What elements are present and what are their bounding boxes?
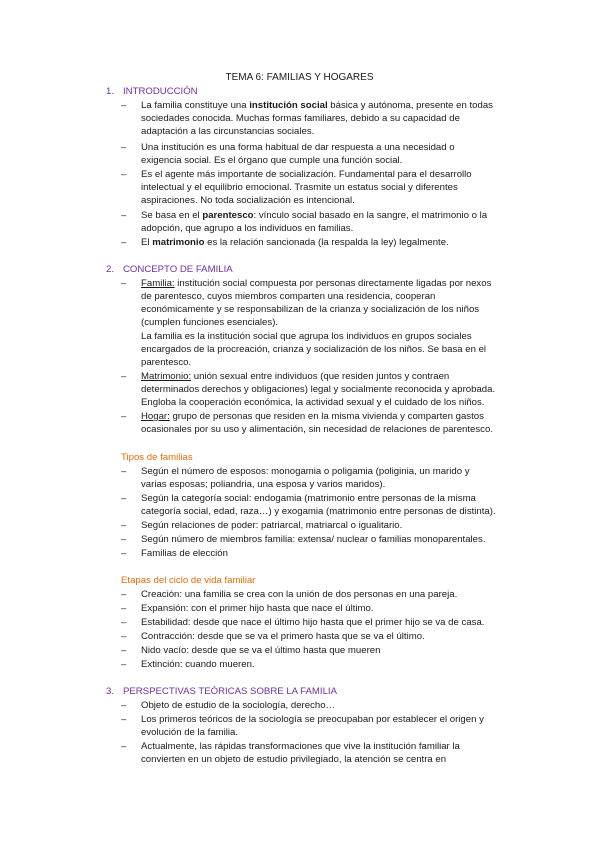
paragraph-line: económicamente y se responsabilizan de la crianza y socialización de los niños: [141, 304, 480, 315]
section-3-heading: PERSPECTIVAS TEÓRICAS SOBRE LA FAMILIA: [123, 686, 337, 697]
bullet-dash: –: [121, 617, 127, 628]
bullet-dash: –: [121, 659, 127, 670]
paragraph-line: convierten en un objeto de estudio privilegiado, la atención se centra en: [141, 754, 447, 765]
paragraph-line: Objeto de estudio de la sociología, derecho…: [141, 700, 336, 711]
paragraph-line: Actualmente, las rápidas transformaciones que vive la institución familiar la: [141, 741, 460, 752]
paragraph-line: Una institución es una forma habitual de dar respuesta a una necesidad o: [141, 142, 455, 153]
paragraph-line: exigencia social. Es el órgano que cumple una función social.: [141, 155, 403, 166]
bullet-dash: –: [121, 645, 127, 656]
bullet-dash: –: [121, 466, 127, 477]
paragraph-line: adopción, que agrupo a los individuos en familias.: [141, 223, 354, 234]
paragraph-line: parentesco.: [141, 357, 192, 368]
bullet-dash: –: [121, 142, 127, 153]
section-2-number: 2.: [106, 264, 115, 275]
bullet-dash: –: [121, 210, 127, 221]
bullet-dash: –: [121, 278, 127, 289]
bullet-dash: –: [121, 548, 127, 559]
paragraph-line: Estabilidad: desde que nace el último hijo hasta que el primer hijo se va de casa.: [141, 617, 485, 628]
subsection-heading-tipos: Tipos de familias: [121, 452, 193, 463]
section-1-heading: INTRODUCCIÓN: [123, 86, 198, 97]
paragraph-line: Matrimonio: unión sexual entre individuos (que residen juntos y contraen: [141, 371, 450, 382]
paragraph-line: sociedades conocida. Muchas formas familiares, debido a su capacidad de: [141, 113, 460, 124]
section-2-heading: CONCEPTO DE FAMILIA: [123, 264, 233, 275]
paragraph-line: Los primeros teóricos de la sociología se preocupaban por establecer el origen y: [141, 714, 484, 725]
paragraph-line: Según la categoría social: endogamia (matrimonio entre personas de la misma: [141, 493, 476, 504]
paragraph-line: Nido vacío: desde que se va el último hasta que mueren: [141, 645, 381, 656]
bullet-dash: –: [121, 534, 127, 545]
paragraph-line: Según número de miembros familia: extensa/ nuclear o familias monoparentales.: [141, 534, 486, 545]
paragraph-line: Según relaciones de poder: patriarcal, matriarcal o igualitario.: [141, 520, 403, 531]
bullet-dash: –: [121, 700, 127, 711]
document-title: TEMA 6: FAMILIAS Y HOGARES: [225, 72, 374, 83]
paragraph-line: de parentesco, cuyos miembros comparten una residencia, cooperan: [141, 291, 436, 302]
paragraph-line: adaptación a las circunstancias sociales.: [141, 126, 315, 137]
bullet-dash: –: [121, 411, 127, 422]
paragraph-line: Contracción: desde que se va el primero hasta que se va el último.: [141, 631, 425, 642]
paragraph-line: Hogar: grupo de personas que residen en la misma vivienda y comparten gastos: [141, 411, 484, 422]
paragraph-line: Familias de elección: [141, 548, 228, 559]
paragraph-line: La familia es la institución social que agrupa los individuos en grupos sociales: [141, 331, 472, 342]
paragraph-line: ocasionales por su uso y alimentación, sin necesidad de relaciones de parentesco.: [141, 424, 493, 435]
bullet-dash: –: [121, 100, 127, 111]
paragraph-line: Expansión: con el primer hijo hasta que nace el último.: [141, 603, 374, 614]
paragraph-line: Familia: institución social compuesta por personas directamente ligadas por nexos: [141, 278, 492, 289]
bullet-dash: –: [121, 169, 127, 180]
paragraph-line: Es el agente más importante de socialización. Fundamental para el desarrollo: [141, 169, 472, 180]
bullet-dash: –: [121, 714, 127, 725]
bullet-dash: –: [121, 603, 127, 614]
subsection-heading-etapas: Etapas del ciclo de vida familiar: [121, 575, 256, 586]
section-1-number: 1.: [106, 86, 115, 97]
bullet-dash: –: [121, 741, 127, 752]
paragraph-line: Extinción: cuando mueren.: [141, 659, 255, 670]
paragraph-line: categoría social, edad, raza…) y exogamia (matrimonio entre personas de distinta).: [141, 506, 496, 517]
bullet-dash: –: [121, 589, 127, 600]
section-3-number: 3.: [106, 686, 115, 697]
bullet-dash: –: [121, 493, 127, 504]
paragraph-line: intelectual y el equilibrio emocional. Trasmite un estatus social y diferentes: [141, 182, 458, 193]
paragraph-line: Engloba la cooperación económica, la actividad sexual y el cuidado de los niños.: [141, 397, 485, 408]
paragraph-line: El matrimonio es la relación sancionada (la respalda la ley) legalmente.: [141, 237, 449, 248]
paragraph-line: La familia constituye una institución social básica y autónoma, presente en todas: [141, 100, 493, 111]
paragraph-line: varias esposas; poliandria, una esposa y varios maridos).: [141, 479, 386, 490]
bullet-dash: –: [121, 371, 127, 382]
bullet-dash: –: [121, 520, 127, 531]
paragraph-line: Creación: una familia se crea con la unión de dos personas en una pareja.: [141, 589, 458, 600]
paragraph-line: aspiraciones. No toda socialización es intencional.: [141, 195, 355, 206]
paragraph-line: Se basa en el parentesco: vínculo social basado en la sangre, el matrimonio o la: [141, 210, 488, 221]
paragraph-line: Según el número de esposos: monogamia o poligamia (poliginia, un marido y: [141, 466, 470, 477]
paragraph-line: determinados derechos y obligaciones) legal y socialmente reconocida y aprobada.: [141, 384, 496, 395]
paragraph-line: evolución de la familia.: [141, 727, 239, 738]
bullet-dash: –: [121, 631, 127, 642]
paragraph-line: (cumplen funciones esenciales).: [141, 317, 279, 328]
paragraph-line: encargados de la procreación, crianza y socialización de los niños. Se basa en el: [141, 344, 487, 355]
bullet-dash: –: [121, 237, 127, 248]
